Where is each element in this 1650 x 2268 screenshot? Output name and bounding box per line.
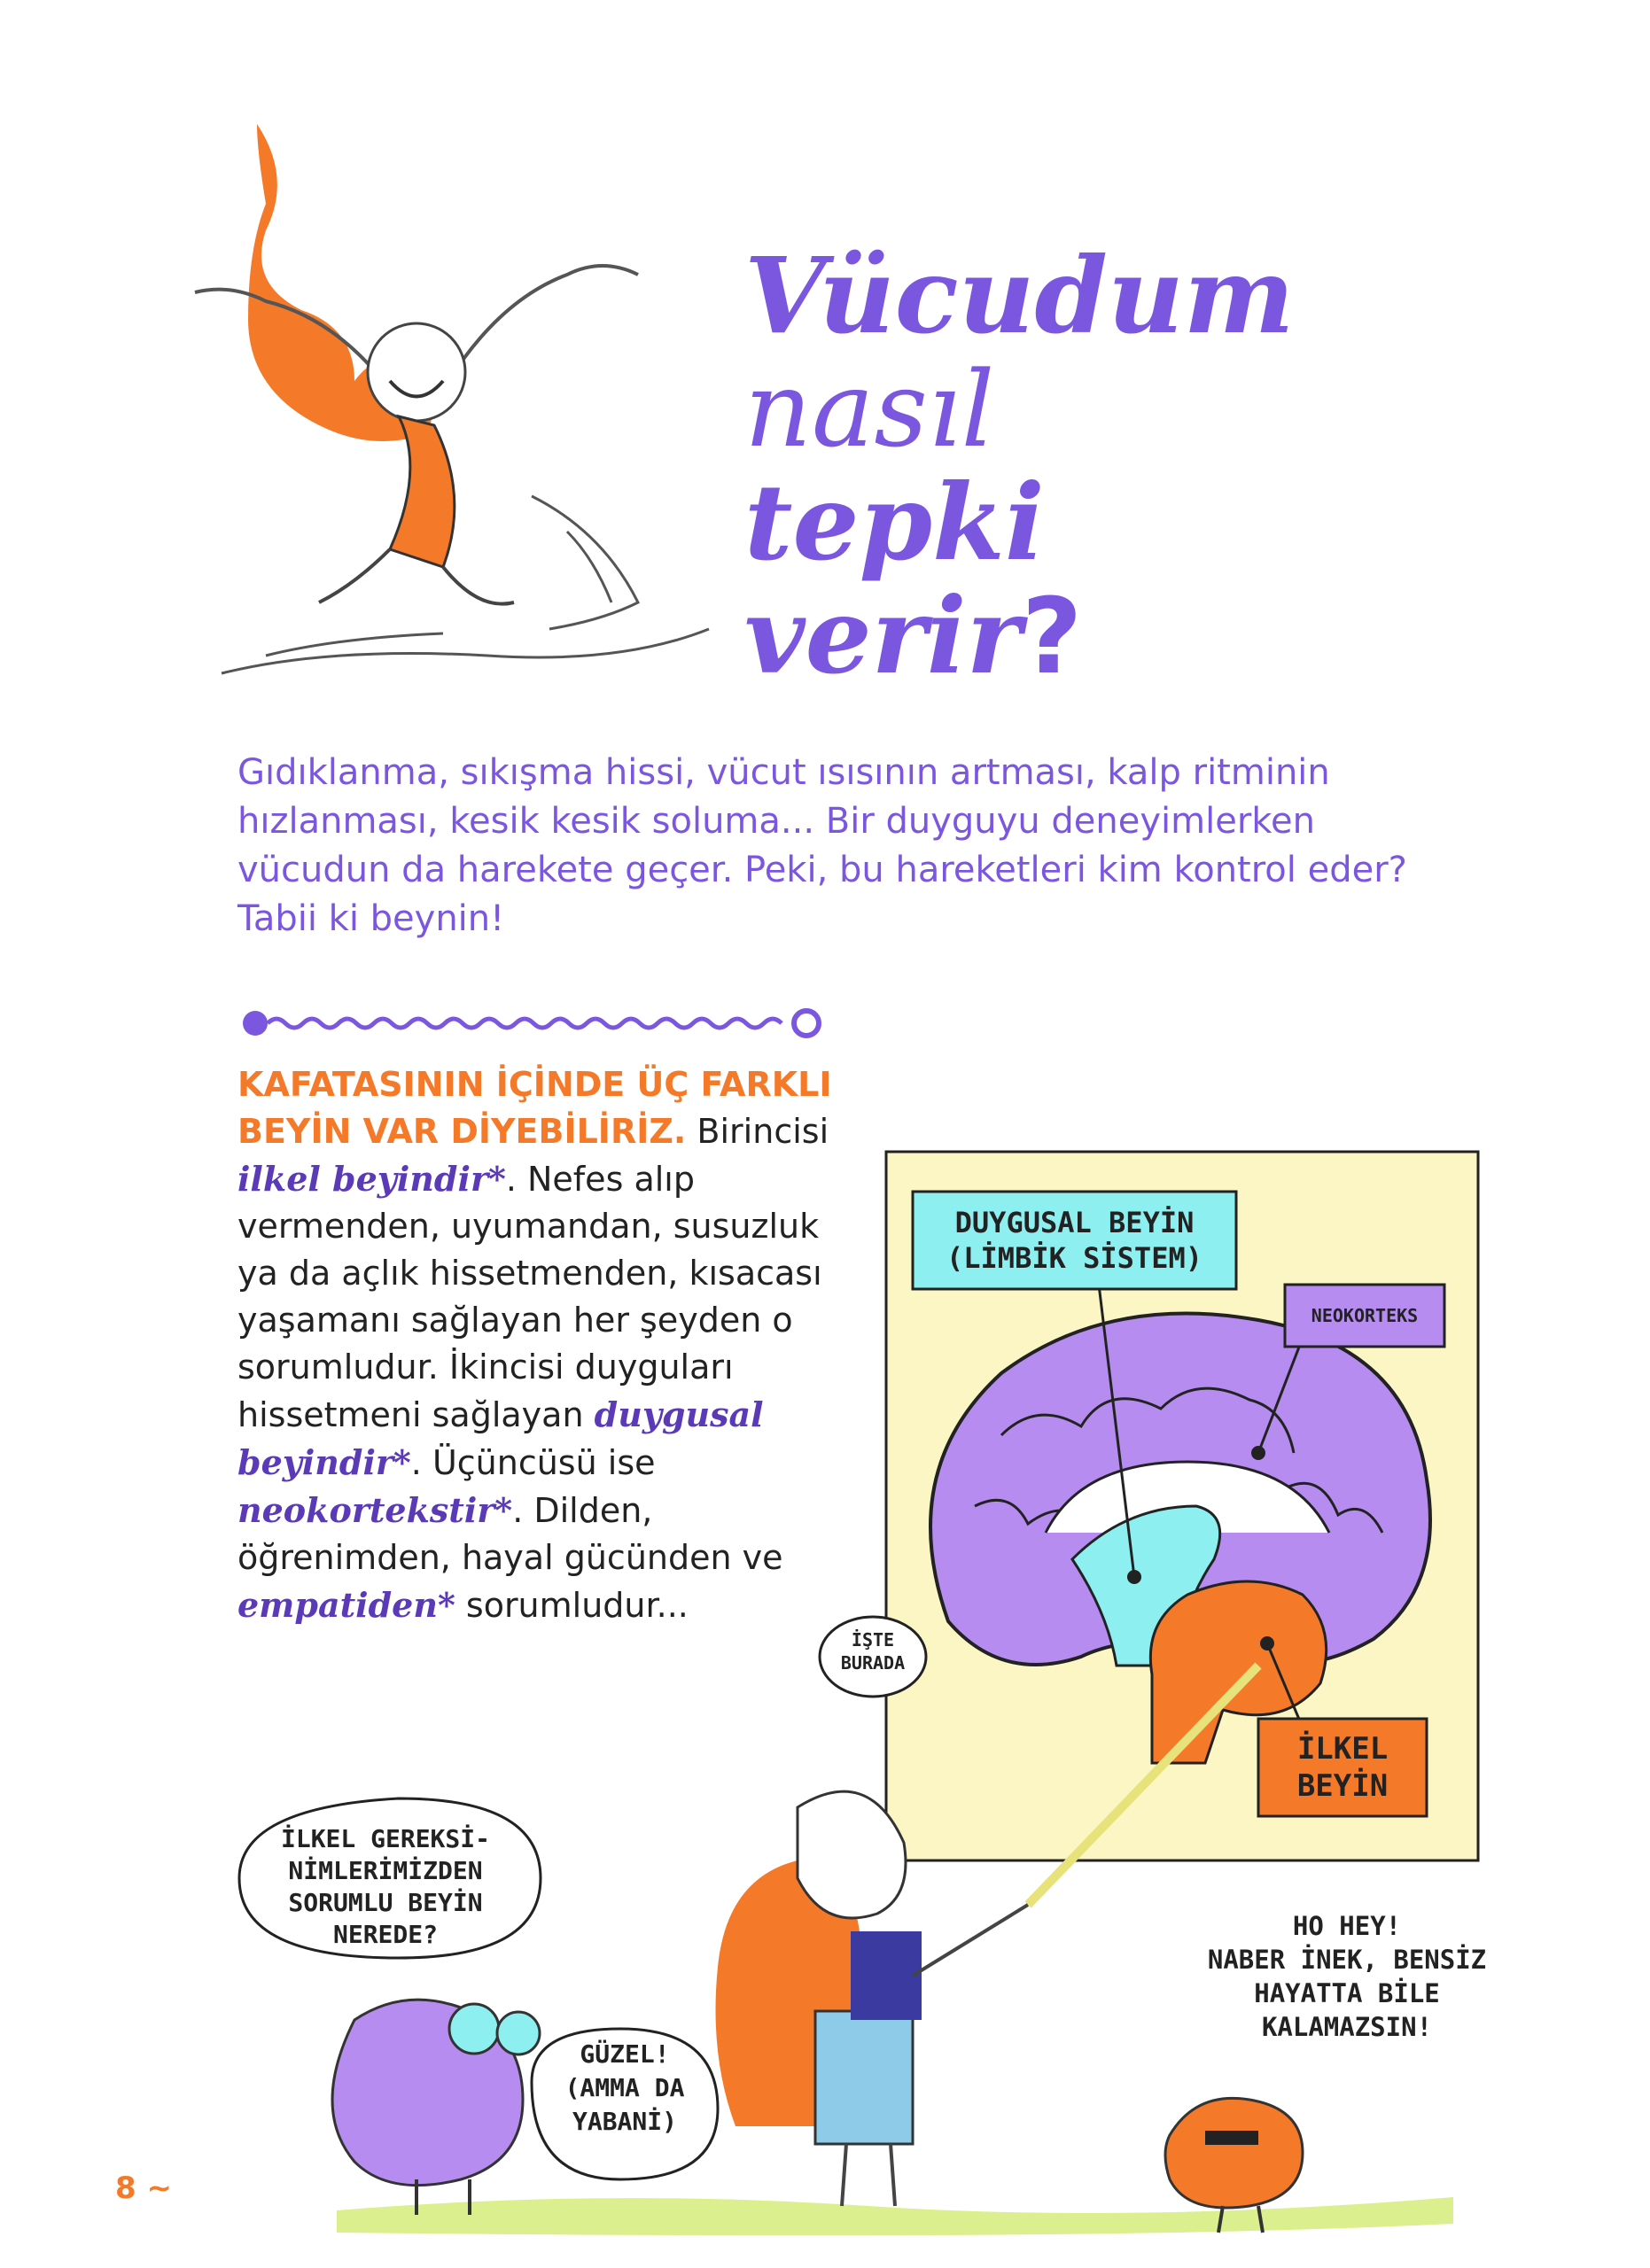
intro-paragraph: Gıdıklanma, sıkışma hissi, vücut ısısının artması, kalp ritminin hızlanması, kesik kesik soluma... Bir duyguyu deneyimlerken vücudun da harekete geçer. Peki, bu hareketleri kim kontrol eder? Tabii ki beynin! [237, 752, 1407, 939]
bubble-nice-text: GÜZEL! (AMMA DA YABANİ) [564, 2039, 685, 2136]
title-line-2: nasıl [744, 348, 995, 470]
bubble-hey-text: HO HEY! NABER İNEK, BENSİZ HAYATTA BİLE KALAMAZSIN! [1207, 1911, 1487, 2042]
title-question-mark: ? [1021, 575, 1083, 697]
term-neokorteks: neokortekstir* [237, 1490, 513, 1530]
label-neocortex: NEOKORTEKS [1311, 1305, 1419, 1326]
title-line-3: tepki [744, 461, 1045, 584]
title-line-1: Vücudum [744, 234, 1295, 357]
body-lead: KAFATASININ İÇİNDE ÜÇ FARKLI BEYİN VAR DİYEBİLİRİZ. [237, 1065, 832, 1151]
label-emotional-brain: DUYGUSAL BEYİN (LİMBİK SİSTEM) [946, 1206, 1202, 1275]
bubble-here-text: İŞTE BURADA [840, 1629, 906, 1674]
page-number: 8 ~ [115, 2171, 172, 2206]
term-ilkel-beyin: ilkel beyindir* [237, 1159, 506, 1199]
label-primitive-brain: İLKEL BEYİN [1296, 1731, 1389, 1804]
dancing-girl-illustration [195, 124, 709, 673]
bubble-question-text: İLKEL GEREKSİ- NİMLERİMİZDEN SORUMLU BEYİN NEREDE? [280, 1824, 490, 1949]
purple-brain-character [332, 2000, 540, 2215]
term-empati: empatiden* [237, 1585, 455, 1625]
term-duygusal-beyin: duygusal beyindir* [237, 1394, 764, 1482]
body-paragraph: KAFATASININ İÇİNDE ÜÇ FARKLI BEYİN VAR DİYEBİLİRİZ. Birincisi ilkel beyindir*. Nefes alıp vermenden, uyumandan, susuzluk ya da açlık hissetmenden, kısacası yaşamanı sağlayan her şeyden o sorumludur. İkincisi duyguları hissetmeni sağlayan duygusal beyindir*. Üçüncüsü ise neokortekstir*. Dilden, öğrenimden, hayal gücünden ve empatiden* sorumludur... [237, 1065, 832, 1625]
title-line-4: verir [744, 574, 1022, 697]
